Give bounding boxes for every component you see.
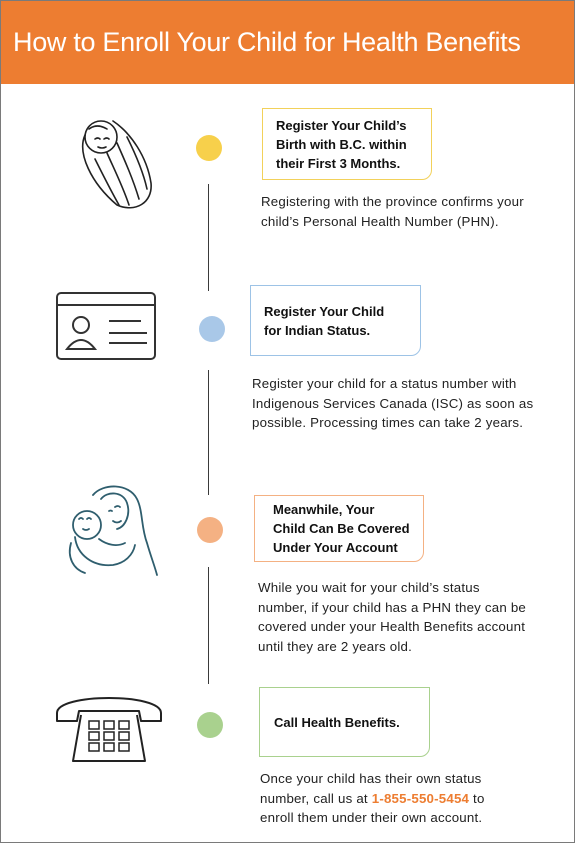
step-2-title-box: [250, 285, 421, 356]
step-3-description: [258, 578, 563, 656]
step-4-title-line: Call Health Benefits.: [274, 714, 400, 730]
step-3-title-line: Meanwhile, Your: [273, 502, 375, 517]
page-title: How to Enroll Your Child for Health Benefits: [13, 27, 521, 57]
step-3-desc-line: covered under your Health Benefits account: [258, 619, 526, 634]
step-2-desc-line: Indigenous Services Canada (ISC) as soon as: [252, 395, 534, 411]
step-3-title-line: Child Can Be Covered: [273, 521, 410, 536]
id-card-icon: [55, 291, 157, 361]
step-4-title-box: [259, 687, 430, 757]
step-1-description: [261, 192, 561, 231]
step-4-desc-text: number, call us at: [260, 790, 372, 806]
step-2-desc-line: possible. Processing times can take 2 years.: [252, 415, 524, 430]
timeline-line: [208, 370, 209, 495]
step-4-desc-text: to: [469, 790, 485, 806]
step-3-desc-line: number, if your child has a PHN they can be: [258, 599, 527, 615]
step-4-dot: [197, 712, 223, 738]
step-2-description: [252, 374, 562, 433]
timeline-line: [208, 184, 209, 291]
step-1-desc-line: Registering with the province confirms your: [261, 194, 524, 209]
telephone-icon: [53, 687, 165, 767]
step-2-title-line: Register Your Child: [264, 303, 385, 319]
step-1-desc-line: child’s Personal Health Number (PHN).: [261, 213, 499, 229]
step-1-title-line: their First 3 Months.: [276, 155, 401, 171]
step-3-desc-line: While you wait for your child’s status: [258, 580, 480, 595]
step-1-title-line: Register Your Child’s: [276, 117, 407, 133]
step-2-desc-line: Register your child for a status number with: [252, 376, 517, 391]
step-3-desc-line: until they are 2 years old.: [258, 638, 412, 654]
step-4-desc-line: enroll them under their own account.: [260, 810, 483, 825]
step-4-description: [260, 769, 565, 828]
step-1-title-line: Birth with B.C. within: [276, 136, 407, 152]
step-3-dot: [197, 517, 223, 543]
baby-icon: [75, 113, 161, 211]
step-2-title-line: for Indian Status.: [264, 322, 371, 338]
phone-number-link[interactable]: 1-855-550-5454: [371, 790, 470, 806]
timeline-line: [208, 567, 209, 684]
step-1-dot: [196, 135, 222, 161]
header-banner: [1, 1, 574, 84]
mother-child-icon: [63, 481, 163, 581]
step-4-desc-line: Once your child has their own status: [260, 771, 482, 786]
step-4-desc-line: [260, 789, 565, 809]
step-1-title-box: [262, 108, 432, 180]
step-3-title-line: Under Your Account: [273, 540, 398, 555]
step-2-dot: [199, 316, 225, 342]
step-3-title-box: [254, 495, 424, 562]
